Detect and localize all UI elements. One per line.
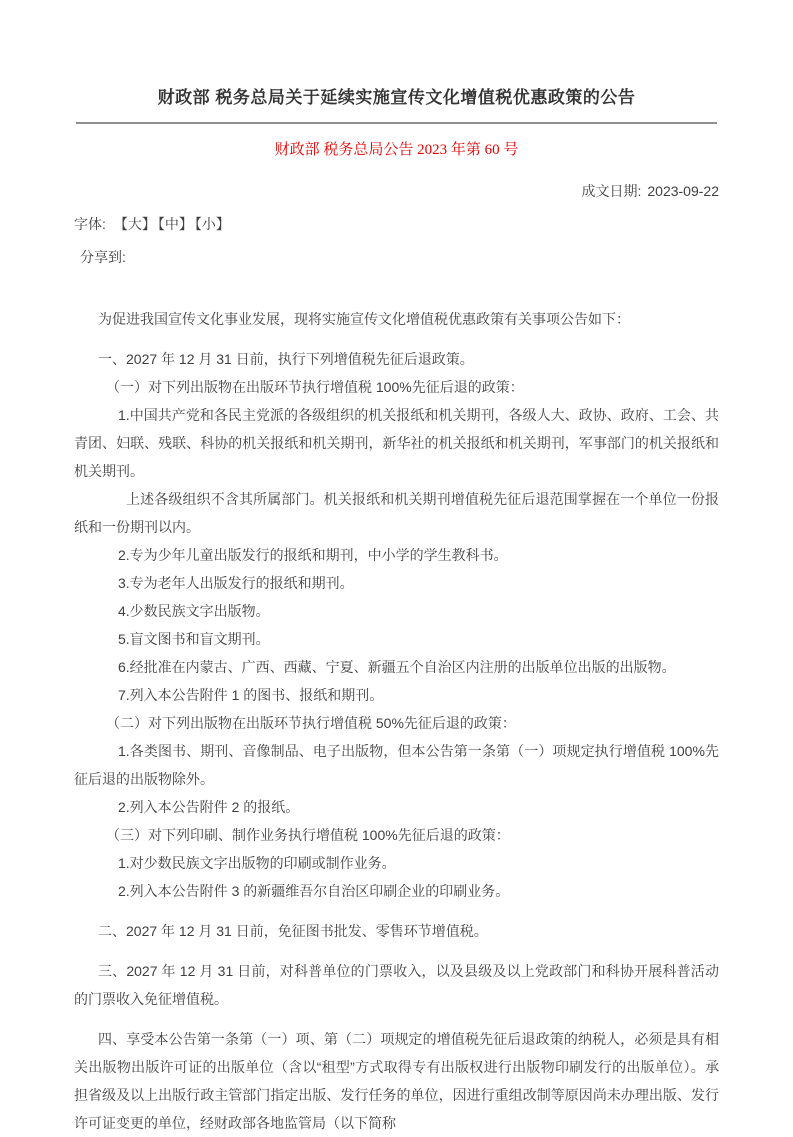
- paragraph: 为促进我国宣传文化事业发展，现将实施宣传文化增值税优惠政策有关事项公告如下：: [98, 311, 630, 327]
- paragraph: （二）对下列出版物在出版环节执行增值税 50%先征后退的政策：: [106, 715, 516, 731]
- font-size-button[interactable]: 【小】: [194, 216, 230, 232]
- doc-number: 财政部 税务总局公告 2023 年第 60 号: [274, 142, 519, 158]
- date-label: 成文日期:: [581, 183, 642, 199]
- paragraph: 4.少数民族文字出版物。: [118, 603, 270, 619]
- font-size-label: 字体:: [74, 216, 106, 232]
- paragraph: 四、享受本公告第一条第（一）项、第（二）项规定的增值税先征后退政策的纳税人，必须是具有相关出版物出版许可证的出版单位（含以“租型”方式取得专有出版权进行出版物印刷发行的出版单位）。承担省级及以上出版行政主管部门指定出版、发行任务的单位，因进行重组改制等原因尚未办理出版、发行许可证变更的单位，经财政部各地监管局（以下简称: [74, 1031, 719, 1131]
- page-title: 财政部 税务总局关于延续实施宣传文化增值税优惠政策的公告: [157, 88, 636, 107]
- paragraph: 二、2027 年 12 月 31 日前，免征图书批发、零售环节增值税。: [98, 923, 488, 939]
- title-divider: [76, 122, 717, 124]
- font-size-button[interactable]: 【中】: [157, 216, 193, 232]
- paragraph: 2.列入本公告附件 3 的新疆维吾尔自治区印刷企业的印刷业务。: [118, 883, 510, 899]
- paragraph: 2.列入本公告附件 2 的报纸。: [118, 799, 300, 815]
- paragraph: （一）对下列出版物在出版环节执行增值税 100%先征后退的政策：: [106, 379, 524, 395]
- font-size-buttons: [114, 216, 232, 232]
- date-row: [74, 182, 719, 201]
- paragraph: 1.各类图书、期刊、音像制品、电子出版物，但本公告第一条第（一）项规定执行增值税 100%先征后退的出版物除外。: [74, 743, 719, 787]
- paragraph: （三）对下列印刷、制作业务执行增值税 100%先征后退的政策：: [106, 827, 510, 843]
- font-size-button[interactable]: 【大】: [113, 216, 156, 232]
- paragraph: 6.经批准在内蒙古、广西、西藏、宁夏、新疆五个自治区内注册的出版单位出版的出版物。: [118, 659, 676, 675]
- paragraph: 3.专为老年人出版发行的报纸和期刊。: [118, 575, 354, 591]
- paragraph: 三、2027 年 12 月 31 日前，对科普单位的门票收入，以及县级及以上党政部门和科协开展科普活动的门票收入免征增值税。: [74, 963, 719, 1007]
- paragraph: 2.专为少年儿童出版发行的报纸和期刊，中小学的学生教科书。: [118, 547, 508, 563]
- paragraph: 1.对少数民族文字出版物的印刷或制作业务。: [118, 855, 396, 871]
- document-body: [74, 305, 719, 1137]
- paragraph: 上述各级组织不含其所属部门。机关报纸和机关期刊增值税先征后退范围掌握在一个单位一份报纸和一份期刊以内。: [74, 491, 719, 535]
- share-label: 分享到:: [80, 249, 126, 265]
- paragraph: 1.中国共产党和各民主党派的各级组织的机关报纸和机关期刊，各级人大、政协、政府、工会、共青团、妇联、残联、科协的机关报纸和机关期刊，新华社的机关报纸和机关期刊，军事部门的机关报纸和机关期刊。: [74, 407, 719, 479]
- share-row: [74, 248, 719, 267]
- paragraph: 7.列入本公告附件 1 的图书、报纸和期刊。: [118, 687, 384, 703]
- paragraph: 一、2027 年 12 月 31 日前，执行下列增值税先征后退政策。: [98, 351, 474, 367]
- date-value: 2023-09-22: [647, 183, 719, 199]
- paragraph: 5.盲文图书和盲文期刊。: [118, 631, 270, 647]
- font-size-row: [74, 215, 719, 234]
